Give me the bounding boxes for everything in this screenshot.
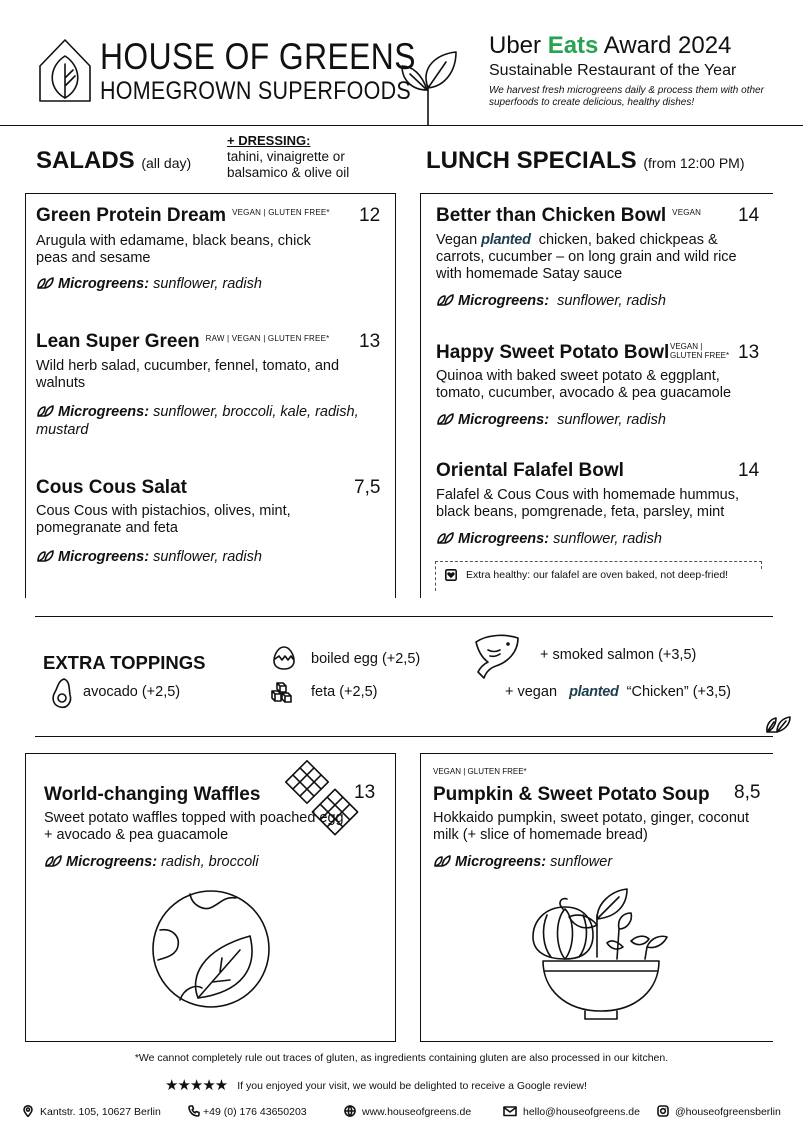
salad-bowl-icon	[527, 885, 672, 1025]
note-box-right	[761, 561, 762, 569]
toppings-title: EXTRA TOPPINGS	[43, 652, 206, 673]
phone-icon	[188, 1105, 200, 1117]
uber-wordmark: Uber	[489, 32, 542, 59]
menu-item-name: Better than Chicken Bowl $^{VEGAN}$	[436, 205, 702, 226]
planted-brand: planted	[481, 232, 531, 248]
microgreens-icon	[36, 277, 54, 289]
toppings-divider-top	[35, 616, 773, 617]
footer-website[interactable]: www.houseofgreens.de	[344, 1105, 471, 1118]
microgreens-line: Microgreens: sunflower, radish	[436, 530, 766, 548]
menu-item-price: 8,5	[734, 782, 761, 803]
microgreens-line: Microgreens: sunflower, radish	[36, 275, 386, 293]
planted-brand: planted	[569, 684, 619, 700]
award-note: We harvest fresh microgreens daily & process them with other superfoods to create delicious, healthy dishes!	[489, 85, 764, 108]
microgreens-line: Microgreens: sunflower, radish	[436, 292, 766, 310]
gluten-footnote: *We cannot completely rule out traces of gluten, as ingredients containing gluten are also processed in our kitchen.	[134, 1052, 669, 1064]
egg-icon	[272, 645, 296, 671]
heart-icon	[445, 569, 457, 581]
menu-item-desc: Wild herb salad, cucumber, fennel, tomato, and walnuts	[36, 358, 340, 391]
sprout-icon	[398, 46, 460, 126]
microgreens-line: Microgreens: radish, broccoli	[44, 853, 374, 871]
menu-item-desc: Sweet potato waffles topped with poached egg + avocado & pea guacamole	[44, 810, 344, 843]
menu-item-price: 13	[359, 331, 381, 352]
fish-icon	[470, 632, 522, 682]
diet-tag: VEGAN | GLUTEN FREE*	[232, 208, 330, 217]
avocado-icon	[50, 677, 74, 709]
footer-address: Kantstr. 105, 10627 Berlin	[22, 1105, 161, 1118]
footer-email[interactable]: hello@houseofgreens.de	[503, 1105, 640, 1118]
microgreens-icon	[433, 855, 451, 867]
menu-item-name: Cous Cous Salat	[36, 477, 187, 498]
toppings-divider-bottom	[35, 736, 773, 737]
diet-tag: RAW | VEGAN | GLUTEN FREE*	[205, 334, 330, 343]
microgreens-icon	[436, 413, 454, 425]
menu-item-name: Oriental Falafel Bowl	[436, 460, 624, 481]
topping-avocado: avocado (+2,5)	[83, 684, 181, 700]
topping-egg: boiled egg (+2,5)	[311, 651, 421, 667]
topping-salmon: + smoked salmon (+3,5)	[540, 647, 697, 663]
cheese-cubes-icon	[270, 681, 294, 703]
dressing-heading: + DRESSING:	[227, 133, 311, 148]
microgreens-line: Microgreens: sunflower, radish	[36, 548, 386, 566]
menu-item-price: 13	[354, 782, 376, 803]
salads-box-left	[25, 193, 26, 598]
microgreens-line: Microgreens: sunflower	[433, 853, 763, 871]
review-request: ★★★★★ If you enjoyed your visit, we would be delighted to receive a Google review!	[165, 1077, 587, 1094]
menu-item-price: 12	[359, 205, 381, 226]
mail-icon	[503, 1105, 517, 1117]
lunch-subtitle: (from 12:00 PM)	[643, 155, 745, 171]
menu-item-price: 7,5	[354, 477, 381, 498]
menu-item-price: 14	[738, 460, 760, 481]
microgreens-line: Microgreens: sunflower, broccoli, kale, radish, mustard	[36, 404, 359, 438]
menu-item-name: Pumpkin & Sweet Potato Soup	[433, 784, 710, 805]
topping-vegan-chicken: + vegan planted “Chicken” (+3,5)	[505, 684, 731, 700]
menu-item-desc: Arugula with edamame, black beans, chick peas and sesame	[36, 233, 311, 266]
location-pin-icon	[22, 1105, 34, 1117]
award-subtitle: Sustainable Restaurant of the Year	[489, 62, 737, 79]
eats-wordmark: Eats	[547, 32, 599, 59]
salads-box-top	[25, 193, 396, 194]
diet-tag: VEGAN | GLUTEN FREE*	[670, 342, 730, 360]
microgreens-icon	[436, 294, 454, 306]
note-box-top	[435, 561, 762, 562]
microgreens-icon	[436, 532, 454, 544]
microgreens-icon	[36, 550, 54, 562]
diet-tag: VEGAN	[672, 208, 702, 217]
brand-title: HOUSE OF GREENS	[100, 36, 416, 77]
menu-item-desc: Falafel & Cous Cous with homemade hummus, black beans, pomgrenade, feta, parsley, mint	[436, 487, 740, 520]
note-box-left	[435, 561, 436, 591]
award-title: Uber Eats Award 2024	[489, 32, 732, 59]
lunch-title: LUNCH SPECIALS (from 12:00 PM)	[426, 147, 745, 174]
menu-item-name: Happy Sweet Potato Bowl	[436, 342, 670, 363]
falafel-note: Extra healthy: our falafel are oven baked, not deep-fried!	[466, 569, 729, 581]
globe-leaf-icon	[150, 888, 272, 1010]
microgreens-icon	[764, 714, 792, 734]
menu-item-desc: Hokkaido pumpkin, sweet potato, ginger, coconut milk (+ slice of homemade bread)	[433, 810, 749, 843]
footer-instagram[interactable]: @houseofgreensberlin	[657, 1105, 781, 1118]
microgreens-line: Microgreens: sunflower, radish	[436, 411, 766, 429]
menu-item-name: World-changing Waffles	[44, 784, 261, 805]
menu-item-desc: Vegan planted chicken, baked chickpeas & carrots, cucumber – on long grain and wild rice with homemade Satay sauce	[436, 232, 737, 282]
menu-item-price: 14	[738, 205, 760, 226]
salads-box-right	[395, 193, 396, 598]
globe-icon	[344, 1105, 356, 1117]
salads-subtitle: (all day)	[141, 155, 192, 171]
menu-item-name: Lean Super Green $^{RAW | VEGAN | GLUTEN FREE*}$	[36, 331, 330, 352]
microgreens-icon	[36, 405, 54, 417]
header-divider	[0, 125, 803, 126]
menu-item-price: 13	[738, 342, 760, 363]
menu-item-name: Green Protein Dream $^{VEGAN | GLUTEN FREE*}$	[36, 205, 330, 226]
diet-tag: VEGAN | GLUTEN FREE*	[433, 767, 527, 776]
lunch-box-top	[420, 193, 773, 194]
house-leaf-logo-icon	[37, 36, 93, 104]
dressing-text: tahini, vinaigrette or balsamico & olive oil	[227, 149, 350, 180]
instagram-icon	[657, 1105, 669, 1117]
topping-feta: feta (+2,5)	[311, 684, 378, 700]
brand-subtitle: HOMEGROWN SUPERFOODS	[100, 77, 411, 105]
menu-item-desc: Cous Cous with pistachios, olives, mint, pomegranate and feta	[36, 503, 291, 536]
lunch-box-left	[420, 193, 421, 598]
footer-phone[interactable]: +49 (0) 176 43650203	[188, 1105, 307, 1118]
menu-item-desc: Quinoa with baked sweet potato & eggplant, tomato, cucumber, avocado & pea guacamole	[436, 368, 732, 401]
salads-title: SALADS (all day)	[36, 147, 192, 174]
microgreens-icon	[44, 855, 62, 867]
rating-stars: ★★★★★	[165, 1077, 228, 1094]
